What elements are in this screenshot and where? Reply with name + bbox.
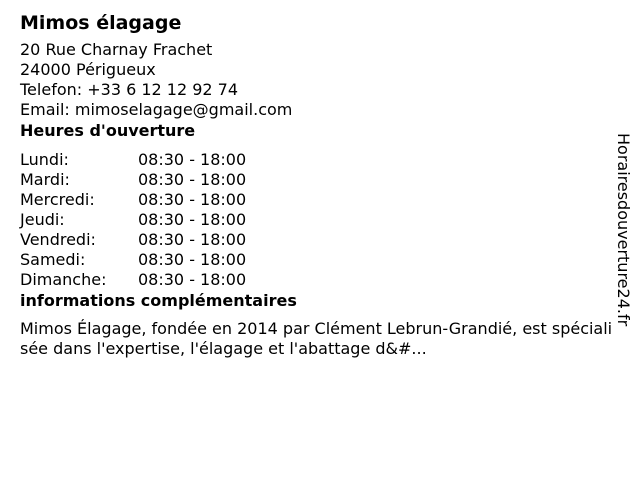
business-description: Mimos Élagage, fondée en 2014 par Clément Lebrun-Grandié, est spécialisée dans l'expertise, l'élagage et l'abattage d&#... bbox=[20, 319, 613, 358]
day-label: Mardi: bbox=[20, 170, 70, 189]
day-label: Dimanche: bbox=[20, 270, 107, 289]
day-label: Jeudi: bbox=[20, 210, 65, 229]
day-label: Mercredi: bbox=[20, 190, 95, 209]
hours-row-mardi bbox=[20, 170, 600, 190]
day-label: Vendredi: bbox=[20, 230, 96, 249]
hours-row-samedi bbox=[20, 250, 600, 270]
street-address: 20 Rue Charnay Frachet bbox=[20, 40, 213, 59]
phone-number: Telefon: +33 6 12 12 92 74 bbox=[20, 80, 239, 99]
opening-hours bbox=[20, 150, 600, 290]
hours-heading: Heures d'ouverture bbox=[20, 121, 196, 140]
time-range: 08:30 - 18:00 bbox=[138, 250, 247, 269]
hours-row-lundi bbox=[20, 150, 600, 170]
day-label: Samedi: bbox=[20, 250, 86, 269]
hours-row-jeudi bbox=[20, 210, 600, 230]
contact-block bbox=[20, 40, 600, 120]
time-range: 08:30 - 18:00 bbox=[138, 170, 247, 189]
business-name: Mimos élagage bbox=[20, 12, 182, 34]
hours-row-mercredi bbox=[20, 190, 600, 210]
business-card bbox=[20, 9, 613, 359]
day-label: Lundi: bbox=[20, 150, 69, 169]
email-address: Email: mimoselagage@gmail.com bbox=[20, 100, 293, 119]
time-range: 08:30 - 18:00 bbox=[138, 150, 247, 169]
hours-row-vendredi bbox=[20, 230, 600, 250]
time-range: 08:30 - 18:00 bbox=[138, 210, 247, 229]
time-range: 08:30 - 18:00 bbox=[138, 190, 247, 209]
site-watermark: Horairesdouverture24.fr bbox=[614, 133, 633, 327]
city-postal: 24000 Périgueux bbox=[20, 60, 156, 79]
time-range: 08:30 - 18:00 bbox=[138, 270, 247, 289]
time-range: 08:30 - 18:00 bbox=[138, 230, 247, 249]
hours-row-dimanche bbox=[20, 270, 600, 290]
info-heading: informations complémentaires bbox=[20, 291, 297, 310]
